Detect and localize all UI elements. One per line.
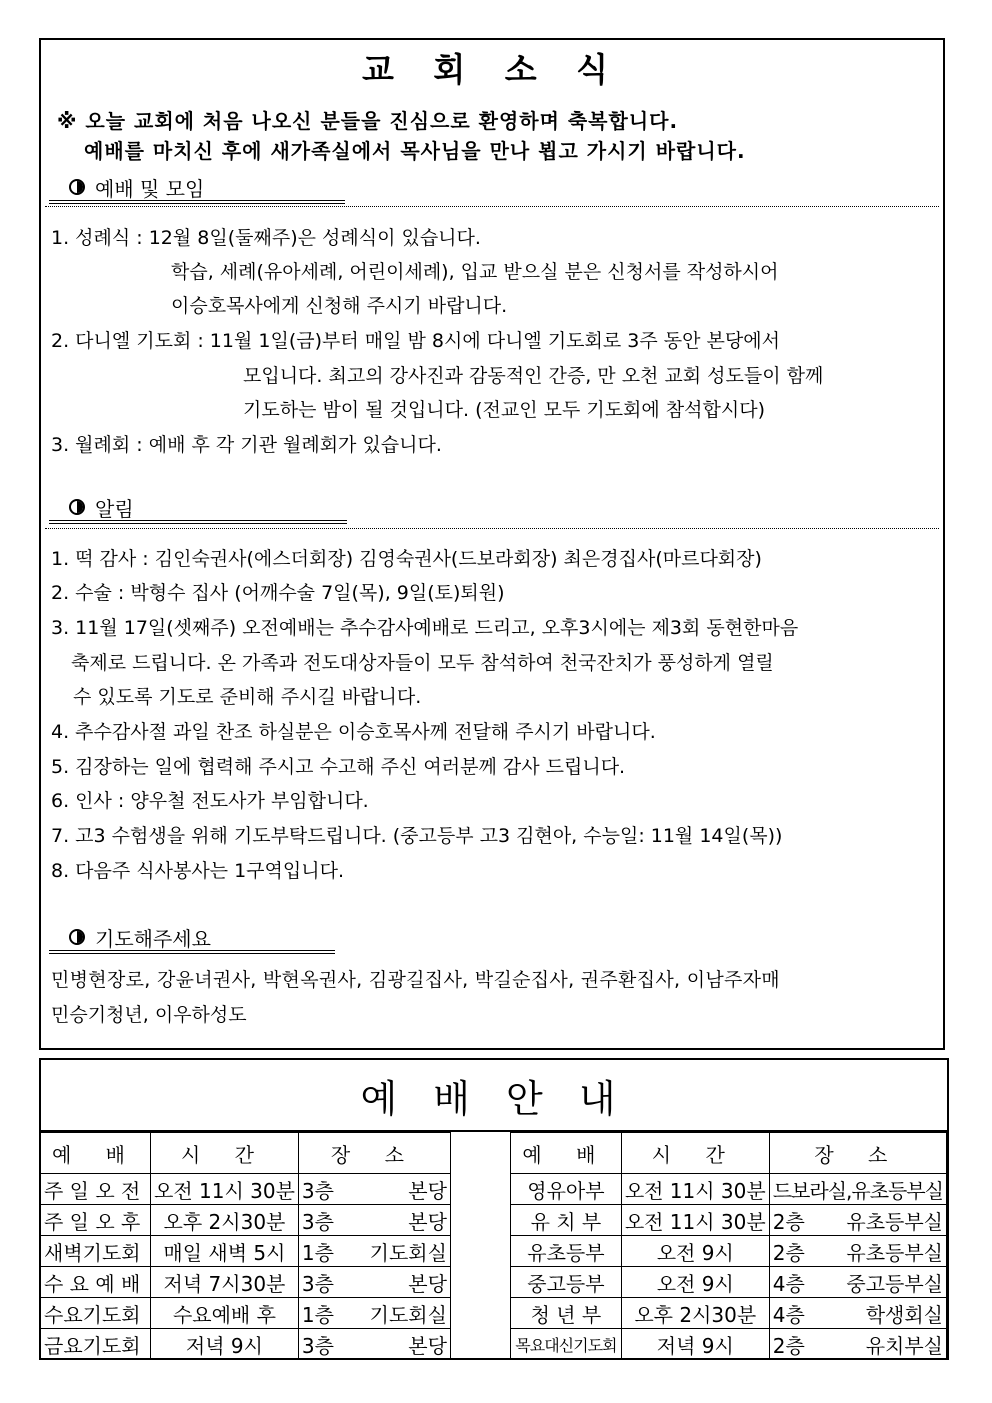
worship-place: 3층 본당	[298, 1205, 450, 1236]
notice-item-4: 4. 추수감사절 과일 찬조 하실분은 이승호목사께 전달해 주시기 바랍니다.	[51, 721, 656, 743]
department-time: 오후 2시30분	[621, 1298, 769, 1329]
worship-item-3: 3. 월례회 : 예배 후 각 기관 월례회가 있습니다.	[51, 434, 442, 456]
department-time: 오전 9시	[621, 1236, 769, 1267]
department-place: 4층 중고등부실	[769, 1267, 946, 1298]
notice-item-3: 3. 11월 17일(셋째주) 오전예배는 추수감사예배로 드리고, 오후3시에는 제3회 동현한마음	[51, 617, 799, 639]
news-title: 교 회 소 식	[362, 50, 622, 89]
worship-place: 3층 본당	[298, 1174, 450, 1205]
worship-item-1-cont: 이승호목사에게 신청해 주시기 바랍니다.	[171, 295, 508, 317]
section-heading-prayer	[49, 924, 335, 954]
worship-item-2-cont: 모입니다. 최고의 강사진과 감동적인 간증, 만 오천 교회 성도들이 함께	[243, 365, 824, 387]
table-row	[511, 1174, 947, 1205]
department-name: 영유아부	[511, 1174, 622, 1205]
table-header-row	[511, 1133, 947, 1174]
department-place: 2층 유치부실	[769, 1329, 946, 1360]
table-row	[511, 1205, 947, 1236]
section-heading-label: 예배 및 모임	[95, 176, 205, 201]
half-circle-icon	[69, 179, 85, 195]
section-heading-label: 기도해주세요	[95, 926, 211, 951]
department-name: 중고등부	[511, 1267, 622, 1298]
table-row	[41, 1267, 451, 1298]
worship-time: 오전 11시 30분	[151, 1174, 299, 1205]
table-row	[511, 1267, 947, 1298]
section-heading-label: 알림	[95, 496, 134, 521]
worship-place: 3층 본당	[298, 1267, 450, 1298]
worship-name: 새벽기도회	[41, 1236, 151, 1267]
department-time: 오전 11시 30분	[621, 1205, 769, 1236]
table-row	[41, 1174, 451, 1205]
department-time: 오전 11시 30분	[621, 1174, 769, 1205]
schedule-table-left	[40, 1132, 451, 1360]
department-place: 2층 유초등부실	[769, 1236, 946, 1267]
worship-item-1: 1. 성례식 : 12월 8일(둘째주)은 성례식이 있습니다.	[51, 227, 481, 249]
worship-name: 주 일 오 전	[41, 1174, 151, 1205]
prayer-list-line-1: 민병현장로, 강윤녀권사, 박현옥권사, 김광길집사, 박길순집사, 권주환집사, 이남주자매	[51, 969, 780, 991]
department-place: 2층 유초등부실	[769, 1205, 946, 1236]
worship-item-2-cont: 기도하는 밤이 될 것입니다. (전교인 모두 기도회에 참석합시다)	[243, 399, 765, 421]
department-time: 오전 9시	[621, 1267, 769, 1298]
header-place: 장 소	[298, 1133, 450, 1174]
department-place: 4층 학생회실	[769, 1298, 946, 1329]
department-place: 드보라실,유초등부실	[769, 1174, 946, 1205]
notice-item-1: 1. 떡 감사 : 김인숙권사(에스더회장) 김영숙권사(드보라회장) 최은경집사(마르다회장)	[51, 548, 762, 570]
header-worship: 예 배	[511, 1133, 622, 1174]
table-row	[41, 1329, 451, 1360]
header-worship: 예 배	[41, 1133, 151, 1174]
church-news-box	[39, 38, 945, 1050]
half-circle-icon	[69, 499, 85, 515]
header-time: 시 간	[621, 1133, 769, 1174]
table-row	[41, 1298, 451, 1329]
table-row	[41, 1205, 451, 1236]
header-place: 장 소	[769, 1133, 946, 1174]
worship-time: 수요예배 후	[151, 1298, 299, 1329]
worship-place: 3층 본당	[298, 1329, 450, 1360]
schedule-title: 예 배 안 내	[360, 1077, 628, 1121]
worship-name: 수요기도회	[41, 1298, 151, 1329]
notice-item-5: 5. 김장하는 일에 협력해 주시고 수고해 주신 여러분께 감사 드립니다.	[51, 756, 626, 778]
notice-item-2: 2. 수술 : 박형수 집사 (어깨수술 7일(목), 9일(토)퇴원)	[51, 582, 505, 604]
worship-time: 매일 새벽 5시	[151, 1236, 299, 1267]
worship-place: 1층 기도회실	[298, 1236, 450, 1267]
welcome-message	[57, 106, 746, 166]
table-header-row	[41, 1133, 451, 1174]
worship-name: 금요기도회	[41, 1329, 151, 1360]
section-heading-notice	[49, 494, 347, 524]
notice-item-3-cont: 수 있도록 기도로 준비해 주시길 바랍니다.	[73, 686, 422, 708]
welcome-line-2: 예배를 마치신 후에 새가족실에서 목사님을 만나 뵙고 가시기 바랍니다.	[84, 139, 746, 163]
department-time: 저녁 9시	[621, 1329, 769, 1360]
notice-item-3-cont: 축제로 드립니다. 온 가족과 전도대상자들이 모두 참석하여 천국잔치가 풍성하게 열릴	[71, 652, 774, 674]
worship-time: 저녁 9시	[151, 1329, 299, 1360]
section-divider	[45, 206, 939, 207]
notice-item-8: 8. 다음주 식사봉사는 1구역입니다.	[51, 860, 344, 882]
section-heading-worship	[49, 174, 345, 204]
section-divider	[45, 528, 939, 529]
department-name: 유 치 부	[511, 1205, 622, 1236]
worship-name: 주 일 오 후	[41, 1205, 151, 1236]
table-row	[511, 1329, 947, 1360]
prayer-list-line-2: 민승기청년, 이우하성도	[51, 1004, 247, 1026]
table-row	[511, 1298, 947, 1329]
department-name: 청 년 부	[511, 1298, 622, 1329]
schedule-table-right	[510, 1132, 947, 1360]
worship-place: 1층 기도회실	[298, 1298, 450, 1329]
worship-time: 저녁 7시30분	[151, 1267, 299, 1298]
worship-name: 수 요 예 배	[41, 1267, 151, 1298]
worship-schedule-box	[39, 1058, 949, 1360]
worship-time: 오후 2시30분	[151, 1205, 299, 1236]
welcome-line-1: ※ 오늘 교회에 처음 나오신 분들을 진심으로 환영하며 축복합니다.	[57, 109, 679, 133]
department-name: 목요대신기도회	[511, 1329, 622, 1360]
notice-item-6: 6. 인사 : 양우철 전도사가 부임합니다.	[51, 790, 369, 812]
worship-item-1-cont: 학습, 세례(유아세례, 어린이세례), 입교 받으실 분은 신청서를 작성하시어	[171, 261, 779, 283]
header-time: 시 간	[151, 1133, 299, 1174]
table-row	[511, 1236, 947, 1267]
half-circle-icon	[69, 929, 85, 945]
department-name: 유초등부	[511, 1236, 622, 1267]
notice-item-7: 7. 고3 수험생을 위해 기도부탁드립니다. (중고등부 고3 김현아, 수능일: 11월 14일(목))	[51, 825, 783, 847]
table-row	[41, 1236, 451, 1267]
worship-item-2: 2. 다니엘 기도회 : 11월 1일(금)부터 매일 밤 8시에 다니엘 기도회로 3주 동안 본당에서	[51, 330, 780, 352]
